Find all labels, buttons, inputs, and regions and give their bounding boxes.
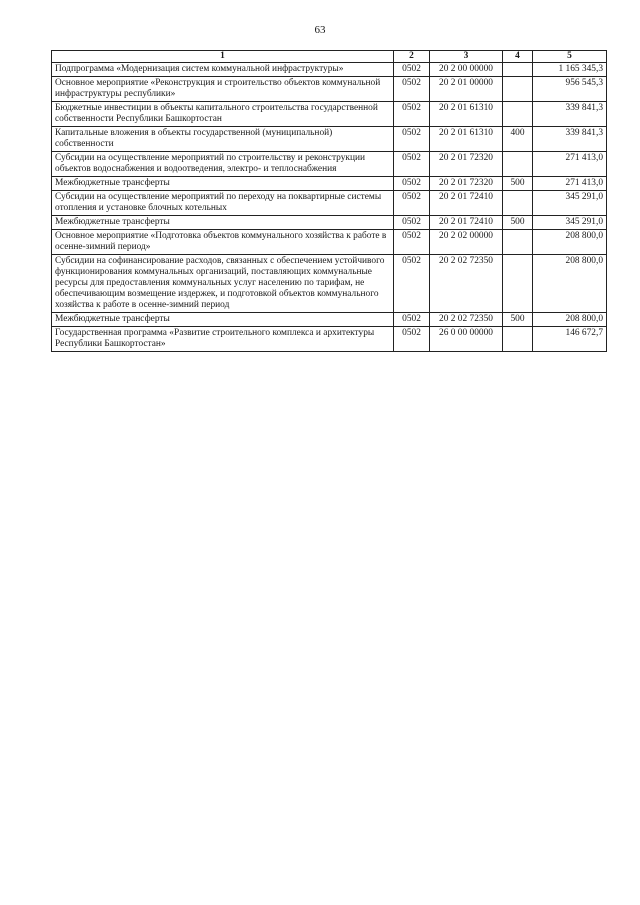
row-target-article: 20 2 02 72350 [430,313,503,327]
table-row [52,327,607,352]
row-expense-type [503,327,533,352]
row-name: Межбюджетные трансферты [52,216,394,230]
row-section-code: 0502 [394,77,430,102]
row-expense-type [503,63,533,77]
row-target-article: 20 2 01 72320 [430,177,503,191]
row-amount: 339 841,3 [533,102,607,127]
header-col-1: 1 [52,51,394,63]
table-row [52,230,607,255]
table-row [52,313,607,327]
row-section-code: 0502 [394,255,430,313]
row-section-code: 0502 [394,313,430,327]
row-name: Государственная программа «Развитие строительного комплекса и архитектуры Республики Башкортостан» [52,327,394,352]
row-expense-type: 500 [503,313,533,327]
row-section-code: 0502 [394,230,430,255]
table-header [52,51,607,63]
row-expense-type [503,230,533,255]
table-body [52,63,607,352]
row-name: Межбюджетные трансферты [52,177,394,191]
row-name: Субсидии на осуществление мероприятий по переходу на поквартирные системы отопления и установке блочных котельных [52,191,394,216]
row-amount: 345 291,0 [533,191,607,216]
row-expense-type [503,102,533,127]
row-section-code: 0502 [394,327,430,352]
table-row [52,152,607,177]
row-amount: 208 800,0 [533,255,607,313]
row-amount: 146 672,7 [533,327,607,352]
row-expense-type [503,255,533,313]
row-section-code: 0502 [394,152,430,177]
row-name: Подпрограмма «Модернизация систем коммунальной инфраструктуры» [52,63,394,77]
row-amount: 345 291,0 [533,216,607,230]
header-col-4: 4 [503,51,533,63]
row-name: Субсидии на софинансирование расходов, связанных с обеспечением устойчивого функционирования коммунальных организаций, поставляющих коммунальные ресурсы для предоставления коммунальных услуг населению по тарифам, не обеспечивающим возмещение издержек, и подготовкой объектов коммунального хозяйства к работе в осенне-зимний период [52,255,394,313]
page-number: 63 [314,24,326,36]
row-name: Капитальные вложения в объекты государственной (муниципальной) собственности [52,127,394,152]
table-row [52,191,607,216]
budget-table [51,50,607,352]
row-amount: 208 800,0 [533,230,607,255]
row-expense-type: 500 [503,216,533,230]
row-target-article: 20 2 02 00000 [430,230,503,255]
row-target-article: 20 2 01 61310 [430,102,503,127]
row-section-code: 0502 [394,177,430,191]
row-amount: 339 841,3 [533,127,607,152]
row-target-article: 20 2 02 72350 [430,255,503,313]
row-section-code: 0502 [394,102,430,127]
table-row [52,77,607,102]
row-name: Основное мероприятие «Реконструкция и строительство объектов коммунальной инфраструктуры республики» [52,77,394,102]
table-row [52,102,607,127]
row-target-article: 20 2 01 72320 [430,152,503,177]
table-row [52,216,607,230]
row-name: Основное мероприятие «Подготовка объектов коммунального хозяйства к работе в осенне-зимний период» [52,230,394,255]
row-amount: 956 545,3 [533,77,607,102]
table-row [52,177,607,191]
row-expense-type: 500 [503,177,533,191]
header-col-5: 5 [533,51,607,63]
header-col-2: 2 [394,51,430,63]
row-amount: 208 800,0 [533,313,607,327]
row-target-article: 20 2 01 00000 [430,77,503,102]
row-amount: 271 413,0 [533,177,607,191]
row-name: Межбюджетные трансферты [52,313,394,327]
row-expense-type [503,152,533,177]
row-section-code: 0502 [394,191,430,216]
table-row [52,63,607,77]
row-section-code: 0502 [394,63,430,77]
row-target-article: 26 0 00 00000 [430,327,503,352]
row-name: Бюджетные инвестиции в объекты капитального строительства государственной собственности Республики Башкортостан [52,102,394,127]
table-row [52,255,607,313]
table-row [52,127,607,152]
row-section-code: 0502 [394,127,430,152]
row-target-article: 20 2 01 72410 [430,216,503,230]
row-target-article: 20 2 01 72410 [430,191,503,216]
header-row [52,51,607,63]
row-target-article: 20 2 00 00000 [430,63,503,77]
row-expense-type: 400 [503,127,533,152]
row-name: Субсидии на осуществление мероприятий по строительству и реконструкции объектов водоснабжения и водоотведения, электро- и теплоснабжения [52,152,394,177]
row-expense-type [503,191,533,216]
row-amount: 271 413,0 [533,152,607,177]
row-target-article: 20 2 01 61310 [430,127,503,152]
row-amount: 1 165 345,3 [533,63,607,77]
row-section-code: 0502 [394,216,430,230]
header-col-3: 3 [430,51,503,63]
row-expense-type [503,77,533,102]
